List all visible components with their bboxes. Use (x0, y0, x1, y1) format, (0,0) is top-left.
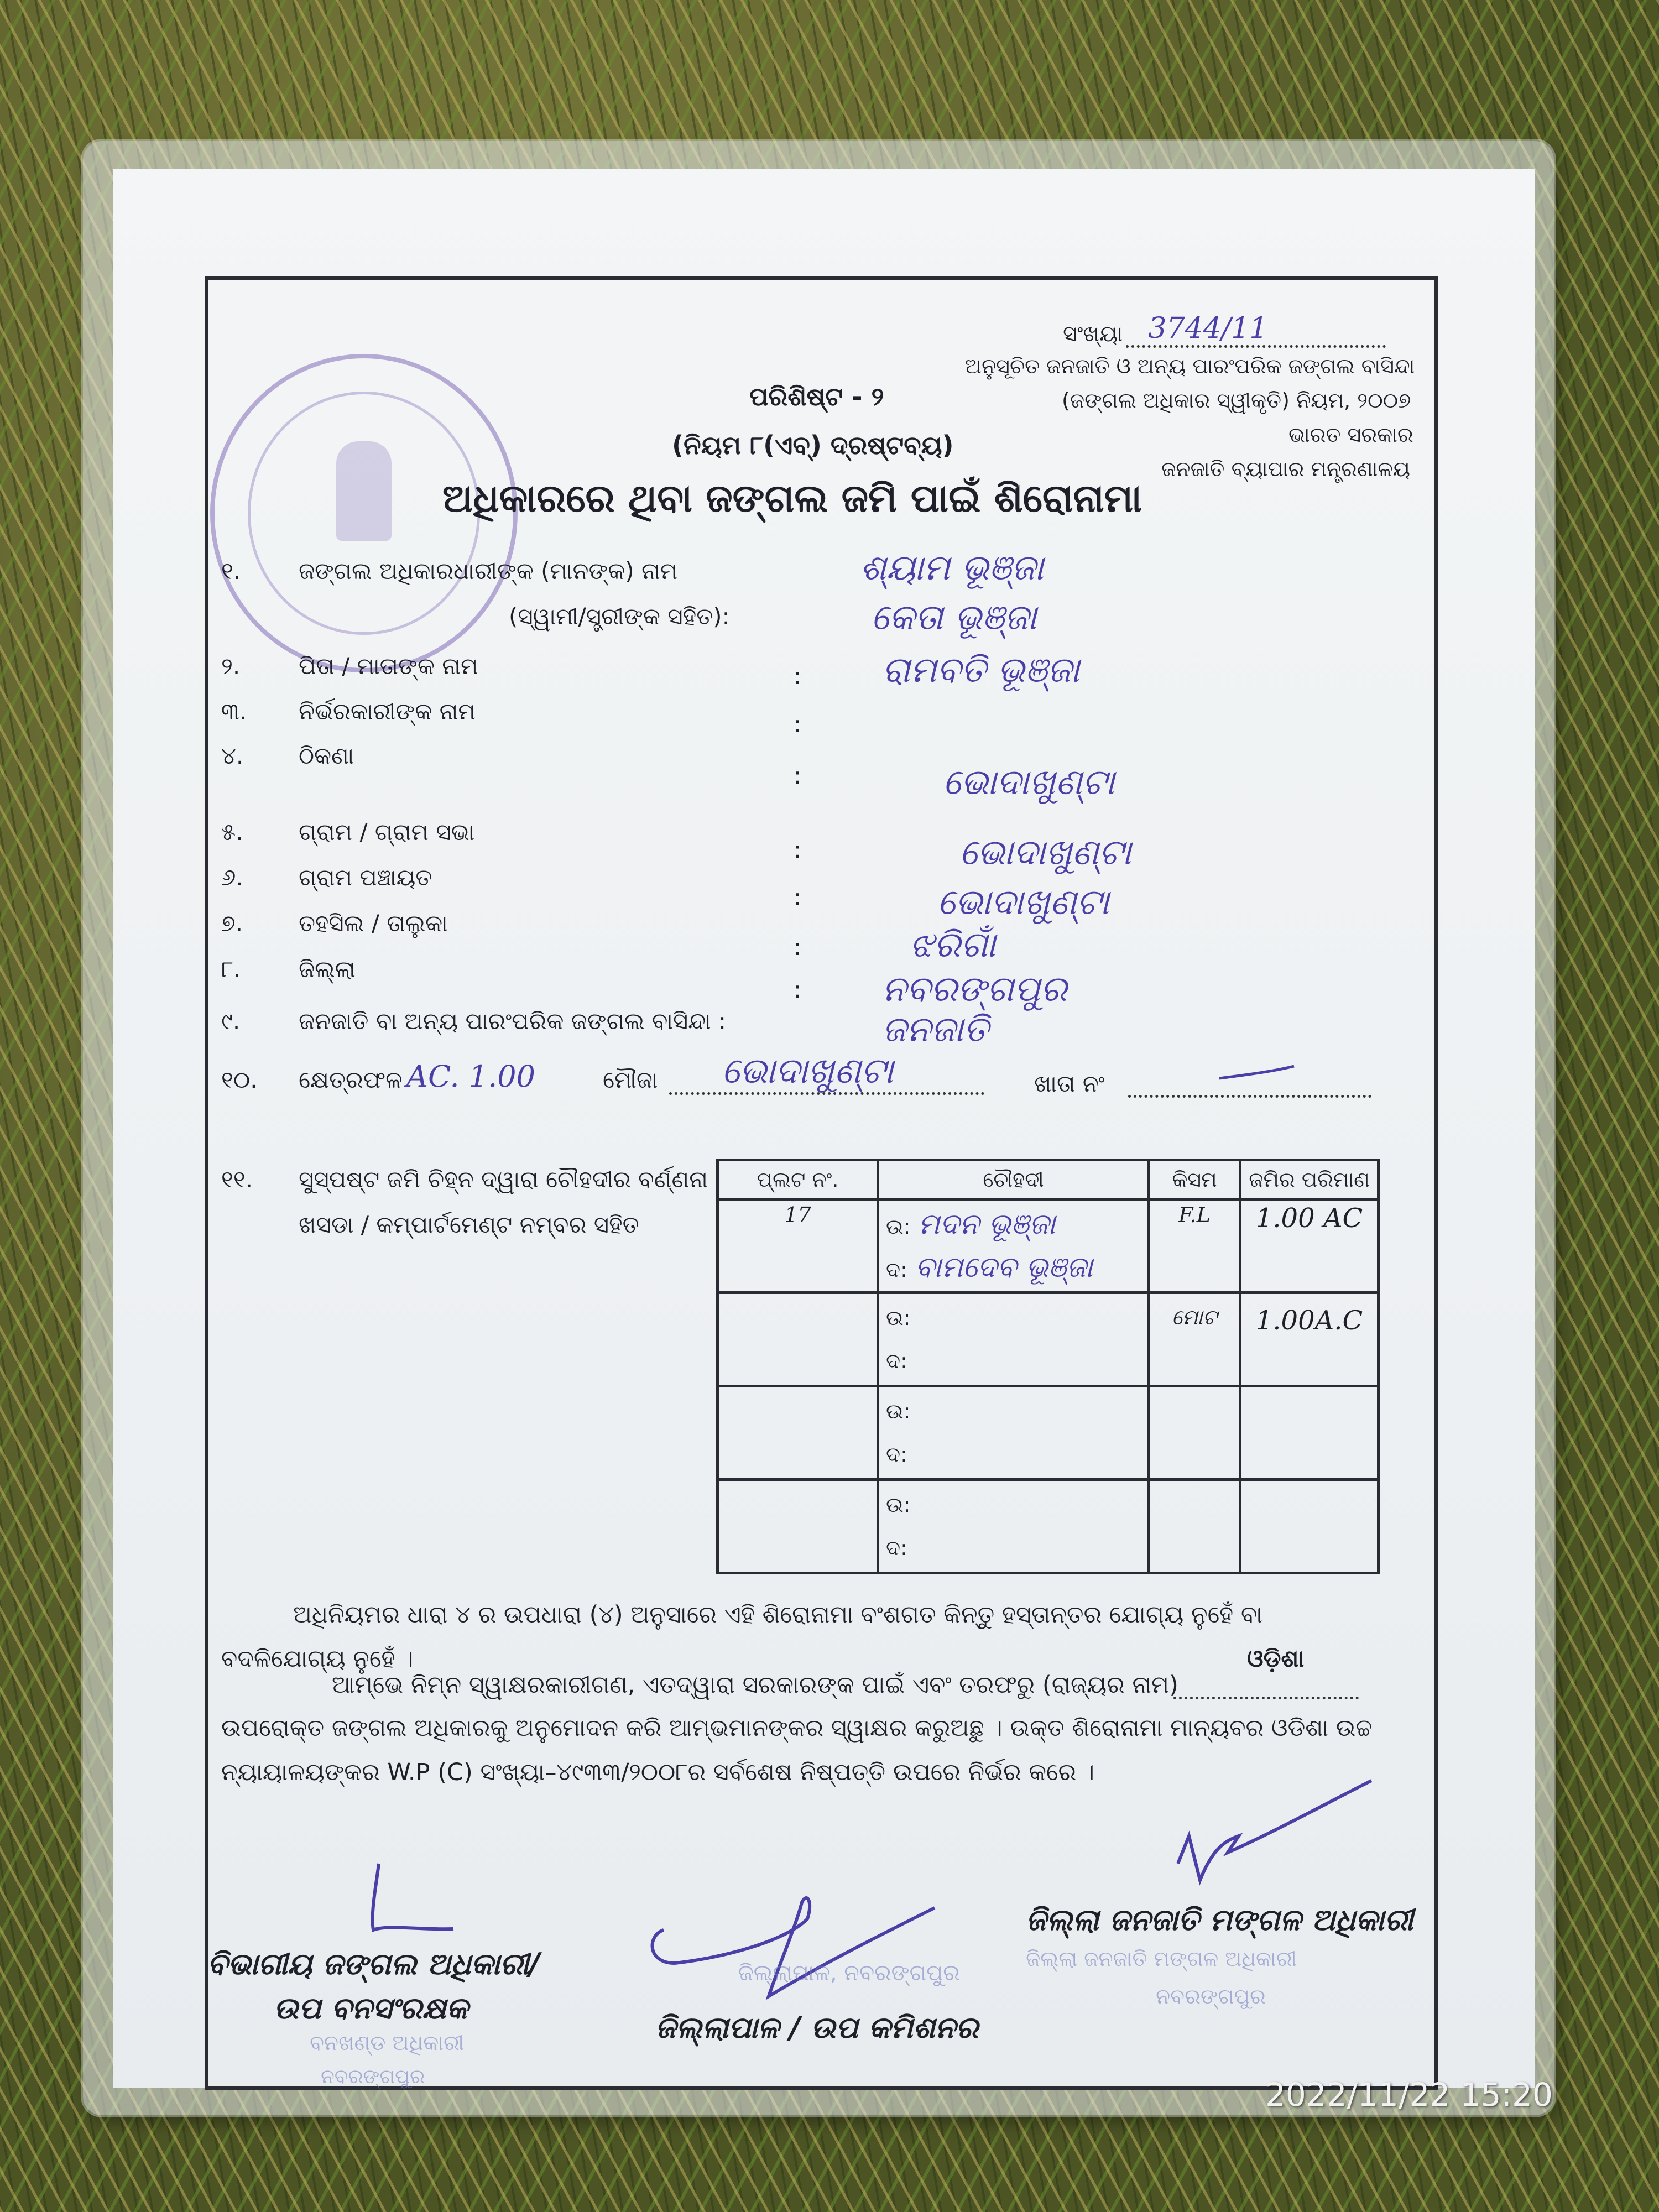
field-4-value: ଭୋଦାଖୁଣ୍ଟା (943, 762, 1115, 803)
field-1b-value: କେତା ଭୂଞ୍ଜା (871, 597, 1037, 638)
declaration-line-5: ନ୍ୟାୟାଳୟଙ୍କର W.P (C) ସଂଖ୍ୟା–୪୯୩୩/୨୦୦୮ର ସର୍ବଶେଷ ନିଷ୍ପତ୍ତି ଉପରେ ନିର୍ଭର କରେ । (221, 1759, 1095, 1786)
field-3-number: ୩. (221, 698, 247, 725)
field-5-number: ୫. (221, 818, 243, 846)
boundary-cell (878, 1199, 1149, 1293)
south-boundary (886, 1339, 1141, 1383)
field-8-value: ନବରଙ୍ଗପୁର (882, 969, 1067, 1010)
south-prefix: ଦ: (886, 1442, 907, 1467)
south-boundary (886, 1433, 1141, 1476)
khata-line (1128, 1095, 1371, 1098)
dfo-stamp-line2: ନବରଙ୍ଗପୁର (321, 2065, 425, 2088)
south-boundary (886, 1526, 1141, 1569)
kisam-cell (1149, 1386, 1240, 1480)
dfo-designation-line2: ଉପ ବନସଂରକ୍ଷକ (274, 1991, 468, 2026)
declaration-line-1: ଅଧିନିୟମର ଧାରା ୪ ର ଉପଧାରା (୪) ଅନୁସାରେ ଏହି ଶିରୋନାମା ବଂଶଗତ କିନ୍ତୁ ହସ୍ତାନ୍ତର ଯୋଗ୍ୟ ନୁହେଁ ବା (293, 1601, 1263, 1629)
act-line-4: ଜନଜାତି ବ୍ୟାପାର ମନ୍ତ୍ରଣାଳୟ (1161, 457, 1411, 481)
header-kisam: କିସମ (1149, 1160, 1240, 1199)
mouza-line (669, 1092, 984, 1095)
land-area-cell (1240, 1386, 1379, 1480)
mouza-label: ମୌଜା (603, 1066, 658, 1093)
field-3-colon: : (794, 711, 802, 738)
field-1-number: ୧. (221, 557, 241, 585)
table-row (718, 1386, 1379, 1480)
serial-value-line (1126, 312, 1386, 348)
area-value: AC. 1.00 (406, 1059, 535, 1094)
field-8-label: ଜିଲ୍ଲା (299, 956, 356, 983)
plot-number-cell (718, 1293, 878, 1386)
land-area-cell (1240, 1480, 1379, 1573)
north-boundary (886, 1203, 1141, 1246)
south-value: ବାମଦେବ ଭୂଞ୍ଜା (915, 1251, 1093, 1284)
south-boundary (886, 1246, 1141, 1289)
field-1-label: ଜଙ୍ଗଲ ଅଧିକାରଧାରୀଙ୍କ (ମାନଙ୍କ) ନାମ (299, 557, 678, 585)
field-9-number: ୯. (221, 1008, 241, 1035)
document-title: ଅଧିକାରରେ ଥିବା ଜଙ୍ଗଲ ଜମି ପାଇଁ ଶିରୋନାମା (442, 476, 1142, 521)
boundary-cell (878, 1293, 1149, 1386)
rule-reference: (ନିୟମ ୮(ଏବ୍) ଦ୍ରଷ୍ଟବ୍ୟ) (672, 430, 954, 460)
field-7-value: ଝରିଗାଁ (910, 925, 996, 966)
collector-designation: ଜିଲ୍ଲାପାଳ / ଉପ କମିଶନର (655, 2010, 979, 2045)
land-area-cell: 1.00 AC (1240, 1199, 1379, 1293)
declaration-line-4: ଉପରୋକ୍ତ ଜଙ୍ଗଲ ଅଧିକାରକୁ ଅନୁମୋଦନ କରି ଆମ୍ଭମାନଙ୍କର ସ୍ୱାକ୍ଷର କରୁଅଛୁ । ଉକ୍ତ ଶିରୋନାମା ମାନ୍ୟବର ଓଡିଶା ଉଚ୍ଚ (221, 1714, 1373, 1742)
table-row (718, 1480, 1379, 1573)
boundary-table (716, 1159, 1377, 1568)
field-4-colon: : (794, 762, 802, 789)
north-boundary (886, 1390, 1141, 1433)
boundary-grid (716, 1159, 1380, 1574)
area-label: କ୍ଷେତ୍ରଫଳ (299, 1066, 403, 1093)
north-prefix: ଉ: (886, 1493, 911, 1517)
field-2-label: ପିତା / ମାତାଙ୍କ ନାମ (299, 653, 478, 680)
field-4-label: ଠିକଣା (299, 742, 354, 769)
header-plot-no: ପ୍ଲଟ ନଂ. (718, 1160, 878, 1199)
field-7-number: ୭. (221, 910, 243, 937)
north-boundary (886, 1296, 1141, 1339)
khata-label: ଖାତା ନଂ (1034, 1070, 1105, 1097)
dwo-signature (1167, 1770, 1377, 1902)
field-2-colon: : (794, 662, 802, 690)
field-11-number: ୧୧. (221, 1166, 253, 1193)
plot-number-cell (718, 1480, 878, 1573)
field-7-label: ତହସିଲ / ତାଲୁକା (299, 910, 448, 937)
khata-dash-mark (1217, 1062, 1300, 1084)
boundary-label-line1: ସୁସ୍ପଷ୍ଟ ଜମି ଚିହ୍ନ ଦ୍ୱାରା ଚୌହଦୀର ବର୍ଣ୍ଣନା (299, 1166, 708, 1193)
field-1-value: ଶ୍ୟାମ ଭୂଞ୍ଜା (860, 547, 1044, 588)
field-8-number: ୮. (221, 956, 241, 983)
serial-value: 3744/11 (1148, 312, 1268, 345)
land-area-cell: 1.00A.C (1240, 1293, 1379, 1386)
field-2-value: ରାମବତି ଭୂଞ୍ଜା (882, 650, 1080, 691)
north-prefix: ଉ: (886, 1399, 911, 1423)
dfo-stamp-line1: ବନଖଣ୍ଡ ଅଧିକାରୀ (310, 2031, 465, 2055)
state-name: ଓଡ଼ିଶା (1247, 1645, 1305, 1673)
dwo-stamp-line2: ନବରଙ୍ଗପୁର (1156, 1984, 1266, 2008)
field-6-number: ୬. (221, 864, 243, 891)
dfo-designation-line1: ବିଭାଗୀୟ ଜଙ୍ଗଲ ଅଧିକାରୀ/ (207, 1947, 540, 1981)
field-5-label: ଗ୍ରାମ / ଗ୍ରାମ ସଭା (299, 818, 475, 846)
declaration-line-2: ବଦଳିଯୋଗ୍ୟ ନୁହେଁ । (221, 1645, 414, 1673)
boundary-label-line2: ଖସଡା / କମ୍ପାର୍ଟମେଣ୍ଟ ନମ୍ବର ସହିତ (299, 1211, 639, 1238)
act-line-3: ଭାରତ ସରକାର (1288, 422, 1413, 447)
dfo-signature (354, 1853, 465, 1941)
field-6-colon: : (794, 884, 802, 911)
field-9-label: ଜନଜାତି ବା ଅନ୍ୟ ପାରଂପରିକ ଜଙ୍ଗଲ ବାସିନ୍ଦା : (299, 1008, 727, 1035)
table-row (718, 1293, 1379, 1386)
field-5-colon: : (794, 836, 802, 863)
field-3-label: ନିର୍ଭରକାରୀଙ୍କ ନାମ (299, 698, 476, 725)
header-land-area: ଜମିର ପରିମାଣ (1240, 1160, 1379, 1199)
field-6-label: ଗ୍ରାମ ପଞ୍ଚାୟତ (299, 864, 432, 891)
field-9-value: ଜନଜାତି (882, 1009, 989, 1050)
north-prefix: ଉ: (886, 1306, 911, 1330)
field-5-value: ଭୋଦାଖୁଣ୍ଟା (959, 832, 1131, 873)
photo-timestamp: 2022/11/22 15:20 (1265, 2076, 1553, 2114)
south-prefix: ଦ: (886, 1258, 907, 1282)
north-boundary (886, 1483, 1141, 1526)
field-2-number: ୨. (221, 653, 241, 680)
table-header-row (718, 1160, 1379, 1199)
kisam-cell (1149, 1480, 1240, 1573)
dwo-stamp-line1: ଜିଲ୍ଲା ଜନଜାତି ମଙ୍ଗଳ ଅଧିକାରୀ (1026, 1947, 1297, 1971)
mouza-value: ଭୋଦାଖୁଣ୍ଟା (722, 1051, 894, 1092)
field-7-colon: : (794, 933, 802, 961)
act-line-1: ଅନୁସୂଚିତ ଜନଜାତି ଓ ଅନ୍ୟ ପାରଂପରିକ ଜଙ୍ଗଲ ବାସିନ୍ଦା (965, 354, 1415, 378)
serial-label: ସଂଖ୍ୟା (1063, 321, 1123, 347)
kisam-cell: F.L (1149, 1199, 1240, 1293)
declaration-line-3: ଆମ୍ଭେ ନିମ୍ନ ସ୍ୱାକ୍ଷରକାରୀଗଣ, ଏତଦ୍ୱାରା ସରକାରଙ୍କ ପାଇଁ ଏବଂ ତରଫରୁ (ରାଜ୍ୟର ନାମ) (332, 1671, 1178, 1699)
field-10-number: ୧୦. (221, 1066, 258, 1093)
north-prefix: ଉ: (886, 1214, 911, 1239)
collector-stamp: ଜିଲ୍ଲାପାଳ, ନବରଙ୍ଗପୁର (738, 1960, 960, 1986)
field-1b-label: (ସ୍ୱାମୀ/ସ୍ତ୍ରୀଙ୍କ ସହିତ): (509, 603, 730, 630)
schedule-heading: ପରିଶିଷ୍ଟ - ୨ (749, 382, 884, 411)
act-line-2: (ଜଙ୍ଗଲ ଅଧିକାର ସ୍ୱୀକୃତି) ନିୟମ, ୨୦୦୭ (1062, 388, 1411, 413)
south-prefix: ଦ: (886, 1349, 907, 1373)
plot-number-cell (718, 1386, 878, 1480)
field-6-value: ଭୋଦାଖୁଣ୍ଟା (937, 882, 1109, 923)
kisam-cell: ମୋଟ (1149, 1293, 1240, 1386)
header-boundary: ଚୌହଦୀ (878, 1160, 1149, 1199)
north-value: ମଦନ ଭୂଞ୍ଜା (918, 1208, 1056, 1241)
plot-number-cell: 17 (718, 1199, 878, 1293)
boundary-cell (878, 1480, 1149, 1573)
state-name-line (1173, 1697, 1359, 1699)
table-row (718, 1199, 1379, 1293)
field-8-colon: : (794, 976, 802, 1003)
south-prefix: ଦ: (886, 1536, 907, 1560)
serial-number (1063, 312, 1386, 351)
collector-signature (641, 1869, 951, 2013)
boundary-cell (878, 1386, 1149, 1480)
field-4-number: ୪. (221, 742, 244, 769)
dwo-designation: ଜିଲ୍ଲା ଜନଜାତି ମଙ୍ଗଳ ଅଧିକାରୀ (1026, 1902, 1413, 1937)
